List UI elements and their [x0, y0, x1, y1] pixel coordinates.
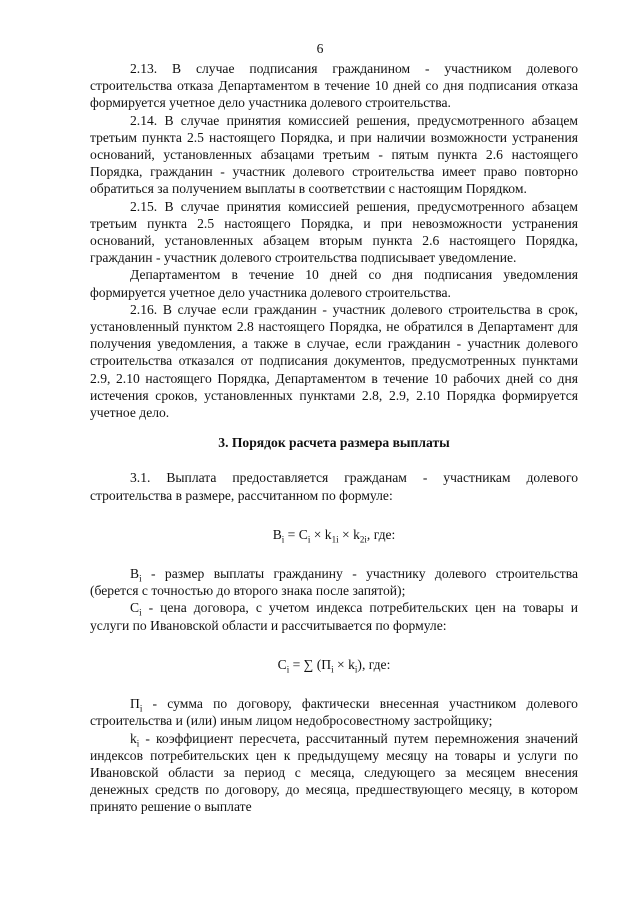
- symbol-c-sub: i: [139, 608, 142, 619]
- definition-b-text: - размер выплаты гражданину - участнику долевого строительства (берется с точностью до второго знака после запятой);: [90, 566, 578, 599]
- definition-k: [90, 730, 578, 816]
- paragraph-3-1: 3.1. Выплата предоставляется гражданам - участникам долевого строительства в размере, рассчитанном по формуле:: [90, 470, 578, 503]
- document-body: [90, 60, 578, 816]
- paragraph-2-13: 2.13. В случае подписания гражданином - участником долевого строительства отказа Департаментом в течение 10 дней со дня подписания отказа формируется учетное дело участника долевого строительства.: [90, 61, 578, 111]
- formula-price-lhs: C: [277, 656, 287, 672]
- symbol-p-sub: i: [139, 703, 143, 714]
- paragraph-2-16: 2.16. В случае если гражданин - участник долевого строительства в срок, установленный пунктом 2.8 настоящего Порядка, не обратился в Департамент для получения уведомления, а также в случае, если гражданин - участник долевого строительства отказался от подписания документов, предусмотренных пунктами 2.9, 2.10 настоящего Порядка, Департаментом в течение 10 рабочих дней со дня истечения сроков, установленных пунктами 2.8, 2.9, 2.10 Порядка формируется учетное дело.: [90, 301, 578, 421]
- formula-payment-c-sub: i: [307, 534, 311, 545]
- formula-payment-k2-sub: 2i: [359, 534, 367, 545]
- symbol-b: B: [130, 566, 140, 582]
- definition-p-text: - сумма по договору, фактически внесенная участником долевого строительства и (или) иным лицом недобросовестному застройщику;: [90, 696, 578, 729]
- formula-price-p-sub: i: [331, 664, 334, 675]
- paragraph-2-15: 2.15. В случае принятия комиссией решения, предусмотренного абзацем третьим пункта 2.5 настоящего Порядка, и при невозможности устранения оснований, установленных абзацем вторым пункта 2.6 настоящего Порядка, гражданин - участник долевого строительства подписывает уведомление.: [90, 198, 578, 266]
- definition-c-text: - цена договора, с учетом индекса потребительских цен на товары и услуги по Ивановской области и рассчитывается по формуле:: [90, 600, 578, 633]
- page-number: 6: [316, 41, 324, 56]
- symbol-b-sub: i: [139, 573, 142, 584]
- formula-payment-k1-sub: 1i: [331, 534, 339, 545]
- symbol-p: П: [130, 696, 140, 712]
- paragraph-2-15-continued: Департаментом в течение 10 дней со дня подписания уведомления формируется учетное дело участника долевого строительства.: [90, 267, 578, 300]
- formula-payment-lhs-sub: i: [281, 534, 285, 545]
- formula-price-k-sub: i: [354, 664, 358, 675]
- symbol-c: C: [130, 600, 140, 616]
- formula-payment: [90, 526, 578, 543]
- formula-payment-times-k2: × k: [338, 526, 360, 542]
- formula-contract-price: [90, 656, 578, 673]
- section-3-heading: 3. Порядок расчета размера выплаты: [218, 435, 450, 451]
- formula-price-tail: ), где:: [357, 656, 391, 672]
- symbol-k-sub: i: [136, 738, 140, 749]
- definition-b: [90, 565, 578, 599]
- formula-payment-tail: , где:: [366, 526, 396, 542]
- formula-price-times-k: × k: [333, 656, 355, 672]
- formula-payment-eq: = C: [284, 526, 308, 542]
- formula-price-eq: = ∑ (П: [289, 656, 332, 672]
- symbol-k: k: [130, 730, 137, 746]
- formula-payment-times-k1: × k: [310, 526, 332, 542]
- definition-p: [90, 695, 578, 729]
- formula-payment-lhs: B: [272, 526, 282, 542]
- paragraph-2-14: 2.14. В случае принятия комиссией решения, предусмотренного абзацем третьим пункта 2.5 настоящего Порядка, и при наличии возможности устранения оснований, установленных абзацами третьим - пятым пункта 2.6 настоящего Порядка, гражданин - участник долевого строительства имеет право повторно обратиться за получением выплаты в соответствии с настоящим Порядком.: [90, 112, 578, 197]
- definition-k-text: - коэффициент пересчета, рассчитанный путем перемножения значений индексов потребительских цен к предыдущему месяцу на товары и услуги по Ивановской области за период с месяца, следующего за месяцем внесения денежных средств по договору, до месяца, предшествующего месяцу, в котором принято решение о выплате: [90, 730, 578, 815]
- formula-price-lhs-sub: i: [286, 664, 290, 675]
- definition-c: [90, 599, 578, 633]
